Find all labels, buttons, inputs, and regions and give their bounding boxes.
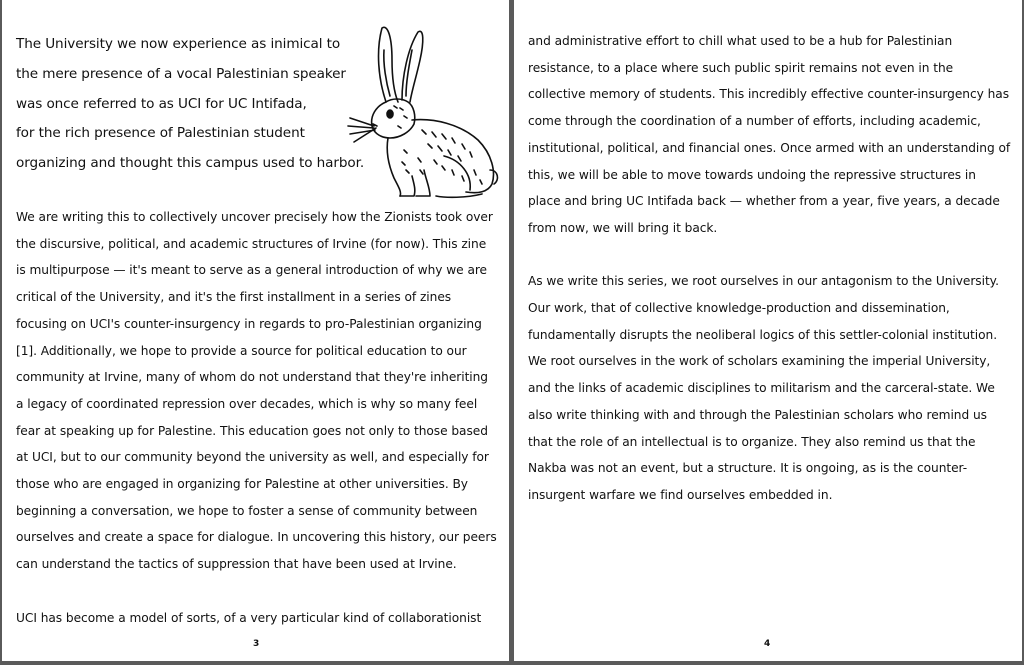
intro-text: [16, 30, 376, 179]
page-4: [514, 0, 1022, 661]
intro-line: for the rich presence of Palestinian student: [16, 125, 305, 142]
body-text: [16, 204, 498, 631]
paragraph: UCI has become a model of sorts, of a very particular kind of collaborationist: [16, 610, 482, 625]
intro-line: the mere presence of a vocal Palestinian speaker: [16, 65, 346, 82]
intro-line: was once referred to as UCI for UC Intifada,: [16, 95, 307, 112]
paragraph: As we write this series, we root ourselves in our antagonism to the University. Our work, that of collective knowledge-production and dissemination, fundamentally disrupts the neoliberal logics of this settler-colonial institution. We root ourselves in the work of scholars examining the imperial University, and the links of academic disciplines to militarism and the carceral-state. We also write thinking with and through the Palestinian scholars who remind us that the role of an intellectual is to organize. They also remind us that the Nakba was not an event, but a structure. It is ongoing, as is the counter-insurgent warfare we find ourselves embedded in.: [528, 274, 999, 502]
body-text: [528, 28, 1012, 509]
page-number: 4: [764, 639, 771, 649]
page-number: 3: [253, 639, 260, 649]
page-3: [2, 0, 509, 661]
rabbit-illustration: [342, 20, 502, 200]
paragraph: We are writing this to collectively uncover precisely how the Zionists took over the discursive, political, and academic structures of Irvine (for now). This zine is multipurpose — it's meant to serve as a general introduction of why we are critical of the University, and it's the first installment in a series of zines focusing on UCI's counter-insurgency in regards to pro-Palestinian organizing [1]. Additionally, we hope to provide a source for political education to our community at Irvine, many of whom do not understand that they're inheriting a legacy of coordinated repression over decades, which is why so many feel fear at speaking up for Palestine. This education goes not only to those based at UCI, but to our community beyond the university as well, and especially for those who are engaged in organizing for Palestine at other universities. By beginning a conversation, we hope to foster a sense of community between ourselves and create a space for dialogue. In uncovering this history, our peers can understand the tactics of suppression that have been used at Irvine.: [16, 210, 497, 572]
intro-line: organizing and thought this campus used to harbor.: [16, 155, 365, 172]
intro-line: The University we now experience as inimical to: [16, 36, 341, 52]
paragraph: and administrative effort to chill what used to be a hub for Palestinian resistance, to a place where such public spirit remains not even in the collective memory of students. This incredibly effective counter-insurgency has come through the coordination of a number of efforts, including academic, institutional, political, and financial ones. Once armed with an understanding of this, we will be able to move towards undoing the repressive structures in place and bring UC Intifada back — whether from a year, five years, a decade from now, we will bring it back.: [528, 34, 1011, 235]
